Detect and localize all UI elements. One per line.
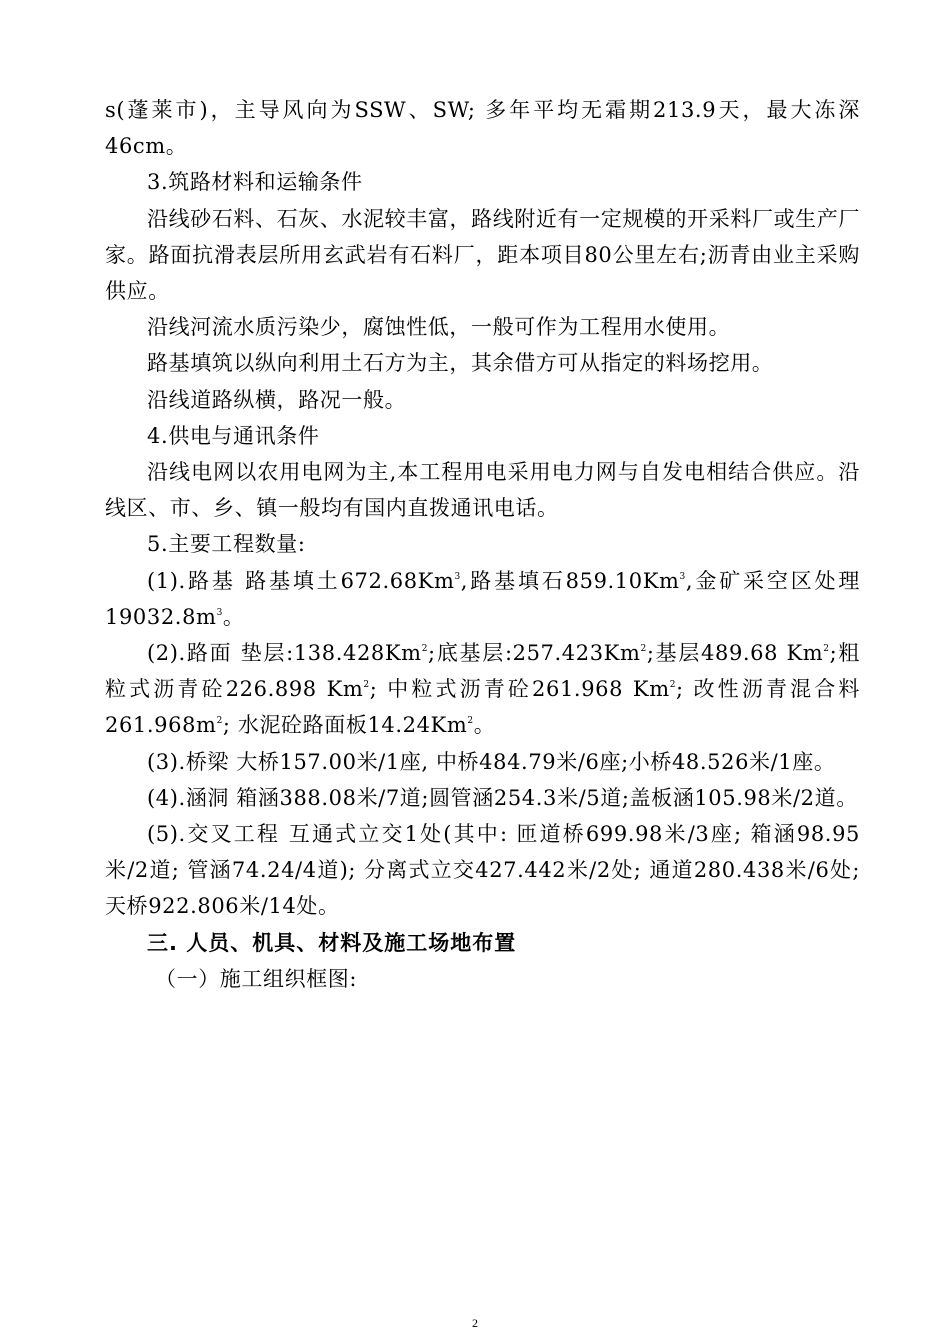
- paragraph-interchanges: (5).交叉工程 互通式立交1处(其中: 匝道桥699.98米/3座; 箱涵98.95米/2道; 管涵74.24/4道); 分离式立交427.442米/2处; 通道280.438米/6处; 天桥922.806米/14处。: [105, 822, 860, 919]
- superscript: 2: [669, 680, 677, 691]
- pavement-text-6: ; 改性沥青混合料261.968m: [105, 677, 860, 738]
- section-heading-power: 4.供电与通讯条件: [147, 423, 320, 448]
- superscript: 2: [823, 644, 830, 655]
- subgrade-text-4: 。: [222, 604, 245, 629]
- document-body: [105, 92, 860, 997]
- pavement-text-8: 。: [473, 713, 496, 738]
- paragraph-pavement: [105, 635, 860, 744]
- section-heading-personnel: 三. 人员、机具、材料及施工场地布置: [147, 930, 517, 955]
- pavement-text-1: (2).路面 垫层:138.428Km: [147, 641, 422, 666]
- paragraph-water: 沿线河流水质污染少，腐蚀性低，一般可作为工程用水使用。: [147, 315, 731, 340]
- paragraph-power: 沿线电网以农用电网为主,本工程用电采用电力网与自发电相结合供应。沿线区、市、乡、镇一般均有国内直拨通讯电话。: [105, 460, 860, 521]
- pavement-text-7: ; 水泥砼路面板14.24Km: [222, 713, 468, 738]
- paragraph-subgrade-fill: 路基填筑以纵向利用土石方为主，其余借方可从指定的料场挖用。: [147, 351, 774, 376]
- superscript: 3: [216, 607, 223, 618]
- superscript: 2: [216, 716, 223, 727]
- paragraph-subgrade: [105, 563, 860, 635]
- section-heading-quantities: 5.主要工程数量:: [147, 532, 306, 557]
- subgrade-text-2: ,路基填石859.10Km: [460, 568, 680, 593]
- superscript: 2: [421, 644, 429, 655]
- paragraph-climate-continued: s(蓬莱市)，主导风向为SSW、SW; 多年平均无霜期213.9天，最大冻深46cm。: [105, 98, 860, 159]
- section-heading-materials: 3.筑路材料和运输条件: [147, 170, 363, 195]
- subgrade-text-1: (1).路基 路基填土672.68Km: [147, 568, 455, 593]
- pavement-text-5: ; 中粒式沥青砼261.968 Km: [369, 677, 670, 702]
- superscript: 3: [679, 571, 686, 582]
- superscript: 2: [363, 680, 370, 691]
- subsection-heading-org-chart: （一）施工组织框图:: [155, 966, 358, 991]
- superscript: 2: [640, 644, 647, 655]
- paragraph-culverts: (4).涵洞 箱涵388.08米/7道;圆管涵254.3米/5道;盖板涵105.98米/2道。: [147, 785, 858, 810]
- paragraph-roads: 沿线道路纵横，路况一般。: [147, 387, 407, 412]
- paragraph-materials: 沿线砂石料、石灰、水泥较丰富，路线附近有一定规模的开采料厂或生产厂家。路面抗滑表层所用玄武岩有石料厂，距本项目80公里左右;沥青由业主采购供应。: [105, 206, 860, 304]
- superscript: 2: [467, 716, 474, 727]
- page-number: 2: [472, 1316, 478, 1330]
- paragraph-bridges: (3).桥梁 大桥157.00米/1座, 中桥484.79米/6座;小桥48.526米/1座。: [147, 749, 836, 774]
- subgrade-text-3: ,金矿采空区处理19032.8m: [105, 568, 861, 629]
- pavement-text-4: ;粗粒式沥青砼226.898 Km: [105, 641, 861, 702]
- pavement-text-3: ;基层489.68 Km: [646, 641, 824, 666]
- pavement-text-2: ;底基层:257.423Km: [428, 641, 641, 666]
- superscript: 3: [454, 571, 461, 582]
